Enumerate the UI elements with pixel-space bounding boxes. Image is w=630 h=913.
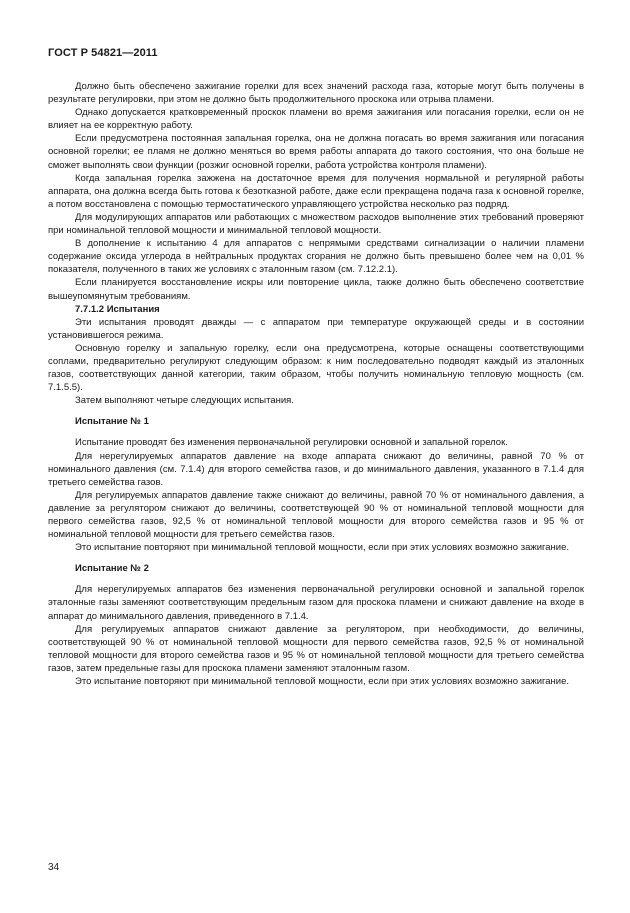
document-header: ГОСТ Р 54821—2011 xyxy=(48,47,158,59)
section-heading: 7.7.1.2 Испытания xyxy=(75,303,160,315)
paragraph: Когда запальная горелка зажжена на достаточное время для получения нормальной и регулярной работы аппарата, она должна всегда быть готова к безотказной работе, даже если прекращена подача газа к основной горелке, а потом восстановлена с помощью термостатического управляющего устройства несколько раз подряд. xyxy=(48,172,584,210)
paragraph: Основную горелку и запальную горелку, если она предусмотрена, которые оснащены соответствующими соплами, предварительно регулируют следующим образом: к ним последовательно подводят каждый из эталонных газов, соответствующих данной категории, таким образом, чтобы получить номинальную тепловую мощность (см. 7.1.5.5). xyxy=(48,342,584,394)
paragraph: В дополнение к испытанию 4 для аппаратов с непрямыми средствами сигнализации о наличии пламени содержание оксида углерода в нейтральных продуктах сгорания не должно быть превышено более чем на 0,01 % показателя, полученного в таких же условиях с эталонным газом (см. 7.12.2.1). xyxy=(48,238,584,276)
paragraph: Для регулируемых аппаратов снижают давление за регулятором, при необходимости, до величины, соответствующей 90 % от номинальной тепловой мощности для первого семейства газов, 92,5 % от номинальной тепловой мощности для второго семейства газов и 95 % от номинальной тепловой мощности для третьего семейства газов, затем предельные газы для проскока пламени заменяют эталонным газом. xyxy=(48,623,584,674)
paragraph: Для нерегулируемых аппаратов давление на входе аппарата снижают до величины, равной 70 % от номинального давления (см. 7.1.4) для второго семейства газов, и до минимального давления, указанного в 7.1.4 для третьего семейства газов. xyxy=(48,450,584,488)
paragraph: Для нерегулируемых аппаратов без изменения первоначальной регулировки основной и запальной горелок эталонные газы заменяют соответствующим предельным газом для проскока пламени и снижают давление на входе в аппарат до минимального давления, приведенного в 7.1.4. xyxy=(48,584,584,622)
paragraph: Затем выполняют четыре следующих испытания. xyxy=(75,395,294,407)
test-heading: Испытание № 1 xyxy=(75,416,149,428)
paragraph: Должно быть обеспечено зажигание горелки для всех значений расхода газа, которые могут быть получены в результате регулировки, при этом не должно быть продолжительного проскока или отрыва пламени. xyxy=(48,81,584,106)
paragraph: Для регулируемых аппаратов давление также снижают до величины, равной 70 % от номинального давления, а давление за регулятором снижают до величины, соответствующей 90 % от номинальной тепловой мощности для первого семейства газов, 92,5 % от номинальной тепловой мощности для второго семейства газов и 95 % от номинальной тепловой мощности для третьего семейства газов. xyxy=(48,489,584,541)
paragraph: Однако допускается кратковременный проскок пламени во время зажигания или погасания горелки, если он не влияет на ее корректную работу. xyxy=(48,107,584,132)
paragraph: Испытание проводят без изменения первоначальной регулировки основной и запальной горелок. xyxy=(75,437,508,449)
paragraph: Это испытание повторяют при минимальной тепловой мощности, если при этих условиях возможно зажигание. xyxy=(75,676,570,688)
paragraph: Это испытание повторяют при минимальной тепловой мощности, если при этих условиях возможно зажигание. xyxy=(75,542,570,554)
paragraph: Если планируется восстановление искры или повторение цикла, также должно быть обеспечено соответствие вышеупомянутым требованиям. xyxy=(48,277,584,302)
paragraph: Эти испытания проводят дважды — с аппаратом при температуре окружающей среды и в состоянии установившегося режима. xyxy=(48,316,584,341)
test-heading: Испытание № 2 xyxy=(75,563,149,575)
paragraph: Если предусмотрена постоянная запальная горелка, она не должна погасать во время зажигания или погасания основной горелки; ее пламя не должно меняться во время работы аппарата до такого состояния, что она больше не сможет выполнять свои функции (розжиг основной горелки, работа устройства контроля пламени). xyxy=(48,133,584,171)
page-number: 34 xyxy=(48,862,60,873)
paragraph: Для модулирующих аппаратов или работающих с множеством расходов выполнение этих требований проверяют при номинальной тепловой мощности и минимальной тепловой мощности. xyxy=(48,211,584,237)
document-body xyxy=(48,80,584,688)
